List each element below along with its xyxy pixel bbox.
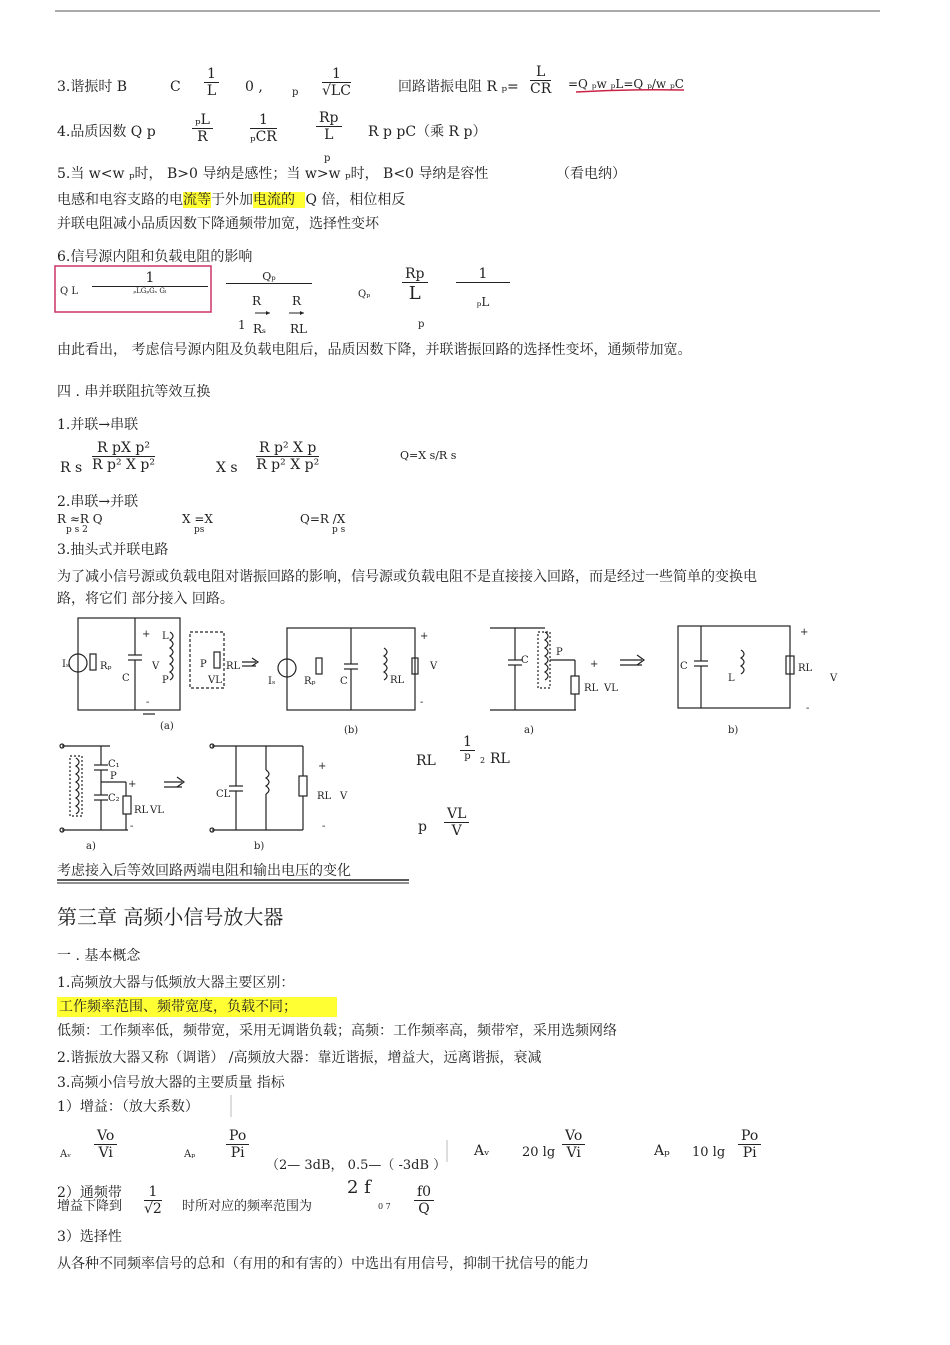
- fig2-c-label: C: [340, 676, 348, 687]
- rl-prime-lhs: RL: [416, 753, 436, 769]
- frac-rp-over-l: $\frac{Rp}{L}$: [316, 110, 342, 143]
- conclusion-line: 由此看出， 考虑信号源内阻及负载电阻后，品质因数下降，并联谐振回路的选择性变坏，通频带加宽。: [57, 342, 692, 358]
- bw-2f-sub: 0 7: [378, 1202, 391, 1211]
- fig1-l-label: L: [162, 631, 169, 642]
- gain-heading: 1）增益：（放大系数）: [57, 1099, 199, 1115]
- one-label: 1: [238, 318, 246, 332]
- fig2-caption: (b): [344, 725, 359, 736]
- frac-1-over-sqrt-lc: $\frac{1}{√LC}$: [322, 66, 351, 99]
- basic-concepts: 一 . 基本概念: [57, 948, 141, 964]
- frac-po-pi-db: $\frac{Po}{Pi}$: [738, 1128, 761, 1161]
- fig6-minus-label: -: [322, 821, 326, 832]
- frac-ql: 1 ₚLGₚGₛ Gₗ: [92, 270, 208, 295]
- tuned-amp-line: 2.谐振放大器又称（调谐） /高频放大器：靠近谐振，增益大，远离谐振，衰减: [57, 1050, 542, 1066]
- resonance-rp: 回路谐振电阻 R ₚ=: [398, 79, 519, 95]
- frac-sub-p: p: [324, 153, 331, 164]
- fig4-l-label: L: [728, 673, 735, 684]
- rl-prime-tail: RL: [490, 751, 510, 767]
- series-to-parallel: 2.串联→并联: [57, 494, 139, 510]
- frac-rp-over-l-2: Rp L: [402, 266, 428, 304]
- fig2-plus-label: +: [420, 631, 429, 642]
- fig1-plus-label: +: [142, 629, 151, 640]
- ap-db-lhs: Aₚ: [654, 1143, 670, 1159]
- r-top-1: R: [252, 294, 262, 308]
- qp-label: Qₚ: [358, 289, 371, 300]
- av-db-lhs: Aᵥ: [474, 1143, 490, 1159]
- fig1-minus-label: -: [146, 697, 150, 708]
- fig2-minus-label: -: [420, 697, 424, 708]
- rs-label: Rₛ: [253, 322, 267, 336]
- rl-label: RL: [290, 322, 308, 336]
- frac-1-over-pcr: 1 ₚCR: [250, 112, 277, 145]
- fig1-rp-label: Rₚ: [100, 661, 112, 672]
- fig1-vl-label: VL: [208, 675, 222, 686]
- fig1-caption: (a): [160, 721, 174, 732]
- r-top-2: R: [292, 294, 302, 308]
- ap-db-mid: 10 lg: [692, 1145, 726, 1160]
- fig5-c2-label: C₂: [108, 793, 120, 804]
- fig2-v-label: V: [430, 661, 438, 672]
- fig3-rl-label: RL: [584, 683, 599, 694]
- frac-po-pi: $\frac{Po}{Pi}$: [226, 1128, 249, 1161]
- frac-pl-over-r: $\frac{\text{ₚL}}{R}$: [192, 112, 213, 145]
- frac-1-over-pl: $\frac{1}{\text{ₚL}}$: [456, 266, 510, 309]
- fig4-plus-label: +: [800, 627, 809, 638]
- fig2-rl-label: RL: [390, 675, 405, 686]
- fig3-c-label: C: [521, 655, 529, 666]
- fig4-caption: b): [728, 725, 739, 736]
- frac-1-over-p2: 1 p: [460, 734, 475, 762]
- frac-l-over-cr: $\frac{L}{CR}$: [530, 64, 552, 97]
- fig5-plus-label: +: [128, 779, 137, 790]
- susceptance-note: （看电纳）: [556, 166, 626, 182]
- quality-heading: 3.高频小信号放大器的主要质量 指标: [57, 1075, 285, 1091]
- fig2-is-label: Iₛ: [268, 676, 276, 687]
- selectivity-desc: 从各种不同频率信号的总和（有用的和有害的）中选出有用信号，抑制干扰信号的能力: [57, 1256, 589, 1272]
- fig4-r-label: RL: [798, 663, 813, 674]
- tapped-heading: 3.抽头式并联电路: [57, 542, 169, 558]
- selectivity-heading: 3）选择性: [57, 1229, 122, 1245]
- av-db-mid: 20 lg: [522, 1145, 556, 1160]
- fig3-vl-label: VL: [604, 683, 618, 694]
- susceptance-line: 5.当 w<w ₚ时， B>0 导纳是感性；当 w>w ₚ时， B<0 导纳是容性: [57, 166, 489, 182]
- section-4-heading: 四 . 串并联阻抗等效互换: [57, 384, 211, 400]
- low-high-line: 低频：工作频率低，频带宽，采用无调谐负载；高频：工作频率高，频带窄，采用选频网络: [57, 1023, 617, 1039]
- fig6-plus-label: +: [318, 761, 327, 772]
- parallel-r-line: 并联电阻减小品质因数下降通频带加宽，选择性变坏: [57, 216, 379, 232]
- frac-xs: $\frac{\text{R p² X p}}{\text{R p² X p²}}$: [256, 440, 320, 473]
- q-series: Q=X s/R s: [400, 449, 457, 462]
- fig6-caption: b): [254, 841, 265, 852]
- fig1-v-label: V: [152, 661, 160, 672]
- p-lhs: p: [418, 819, 427, 835]
- q-parallel-sub: p s: [332, 525, 346, 535]
- resonance-line: 3.谐振时 B: [57, 79, 128, 95]
- resonance-tail: =Q ₚw ₚL=Q ₚ/w ₚC: [568, 77, 684, 91]
- fig4-minus-label: -: [806, 703, 810, 714]
- resonance-zero: 0 ,: [245, 79, 263, 95]
- resonance-c: C: [170, 79, 181, 95]
- difference-highlight: 工作频率范围、频带宽度，负载不同；: [57, 997, 337, 1017]
- fig5-caption: a): [86, 841, 96, 852]
- frac-rs: $\frac{\text{R pX p²}}{\text{R p² X p²}}$: [92, 440, 156, 473]
- frac-1-sqrt2: $\frac{1}{√2}$: [144, 1184, 162, 1217]
- fig5-minus-label: -: [130, 821, 134, 832]
- fig5-p-label: P: [110, 771, 117, 782]
- fig6-cl-label: CL: [216, 789, 231, 800]
- fig1-c-label: C: [122, 673, 130, 684]
- fig4-c-label: C: [680, 661, 688, 672]
- xs-lhs: X s: [216, 460, 238, 476]
- x-equal: X =X: [182, 512, 213, 526]
- frac-vl-over-v: $\frac{VL}{V}$: [444, 806, 469, 839]
- ap-lhs: Aₚ: [184, 1149, 196, 1160]
- frac-qp-loaded: Qₚ: [226, 270, 312, 284]
- parallel-to-series: 1.并联→串联: [57, 417, 139, 433]
- source-load-heading: 6.信号源内阻和负载电阻的影响: [57, 249, 253, 265]
- fig4-v-label: V: [830, 673, 838, 684]
- branch-current-line: 电感和电容支路的电流等于外加电流的 Q 倍，相位相反: [57, 192, 406, 208]
- q-factor-tail: R p pC（乘 R p）: [368, 124, 487, 140]
- ql-label: Q L: [60, 286, 79, 297]
- av-lhs: Aᵥ: [60, 1149, 71, 1160]
- fig1-p2-label: P: [200, 659, 207, 670]
- frac-vo-vi: $\frac{Vo}{Vi}$: [94, 1128, 117, 1161]
- fig5-rl-label: RL: [134, 805, 149, 816]
- fig1-source-label: Iₛ: [62, 659, 70, 670]
- bandwidth-tail: 时所对应的频率范围为: [182, 1199, 313, 1214]
- fig1-p-label: P: [162, 675, 169, 686]
- difference-heading: 1.高频放大器与低频放大器主要区别：: [57, 975, 295, 991]
- underlined-line: 考虑接入后等效回路两端电阻和输出电压的变化: [57, 863, 351, 879]
- fig3-caption: a): [524, 725, 534, 736]
- frac-f0-q: $\frac{f0}{Q}$: [414, 1184, 434, 1217]
- tapped-para-2: 路，将它们 部分接入 回路。: [57, 591, 234, 607]
- x-equal-sub: ps: [194, 525, 205, 535]
- chapter-3-title: 第三章 高频小信号放大器: [57, 905, 284, 929]
- tapped-para-1: 为了减小信号源或负载电阻对谐振回路的影响，信号源或负载电阻不是直接接入回路，而是经过一些简单的变换电: [57, 569, 757, 585]
- bandwidth-desc: 增益下降到: [57, 1199, 123, 1214]
- rp-approx-sub: p s 2: [66, 525, 88, 535]
- fig3-plus-label: +: [590, 659, 599, 670]
- bandwidth-heading: 2）通频带: [57, 1185, 122, 1201]
- db-range: （2— 3dB， 0.5—（ -3dB ）: [266, 1158, 447, 1173]
- frac-1-over-l: $\frac{1}{L}$: [204, 66, 219, 99]
- bw-2f: 2 f: [347, 1177, 371, 1198]
- fig1-rl-label: RL: [226, 661, 241, 672]
- fig6-v-label: V: [340, 791, 348, 802]
- fig5-vl-label: VL: [150, 805, 164, 816]
- fig3-p-label: P: [556, 647, 563, 658]
- fig5-c1-label: C₁: [108, 759, 120, 770]
- rl-prime-sup: 2: [480, 756, 486, 765]
- q-factor-label: 4.品质因数 Q p: [57, 124, 156, 140]
- frac-sub-p-2: p: [418, 319, 425, 330]
- rs-lhs: R s: [60, 460, 83, 476]
- frac-vo-vi-db: $\frac{Vo}{Vi}$: [562, 1128, 585, 1161]
- rp-approx: R ≈R Q: [57, 512, 103, 526]
- q-parallel: Q=R /X: [300, 512, 346, 526]
- fig2-rp-label: Rₚ: [304, 676, 316, 687]
- resonance-p: p: [292, 87, 299, 98]
- fig6-rl-label: RL: [317, 791, 332, 802]
